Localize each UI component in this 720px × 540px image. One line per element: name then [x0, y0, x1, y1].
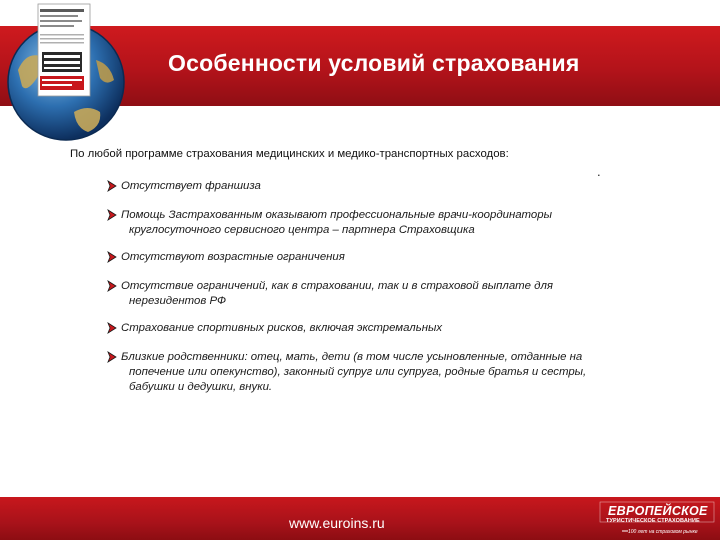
bullet-item: Помощь Застрахованным оказывают профессиональные врачи-координаторы круглосуточного сервисного центра – партнера Страховщика [107, 208, 637, 238]
intro-text: По любой программе страхования медицинских и медико-транспортных расходов: [70, 148, 509, 160]
bullet-item: Близкие родственники: отец, мать, дети (в том числе усыновленные, отданные на попечение или опекунство), законный супруг или супруга, родные братья и сестры, бабушки и дедушки, внуки. [107, 350, 637, 395]
arrow-bullet-icon [107, 280, 117, 292]
brand-subtitle: ТУРИСТИЧЕСКОЕ СТРАХОВАНИЕ [606, 518, 700, 524]
bullet-item: Страхование спортивных рисков, включая экстремальных [107, 321, 637, 336]
bullet-item: Отсутствуют возрастные ограничения [107, 250, 637, 265]
brand-name: ЕВРОПЕЙСКОЕ [608, 504, 708, 518]
bullet-item: Отсутствие ограничений, как в страховании, так и в страховой выплате для нерезидентов РФ [107, 279, 637, 309]
arrow-bullet-icon [107, 351, 117, 363]
arrow-bullet-icon [107, 209, 117, 221]
website-link[interactable]: www.euroins.ru [289, 515, 385, 531]
bullet-item: Отсутствует франшиза [107, 179, 637, 194]
brand-tagline: 100 лет на страховом рынке [628, 529, 698, 535]
slide-title: Особенности условий страхования [168, 50, 580, 76]
globe-logo-icon [4, 0, 128, 158]
arrow-bullet-icon [107, 180, 117, 192]
stray-mark: . [597, 164, 601, 179]
arrow-bullet-icon [107, 322, 117, 334]
arrow-bullet-icon [107, 251, 117, 263]
